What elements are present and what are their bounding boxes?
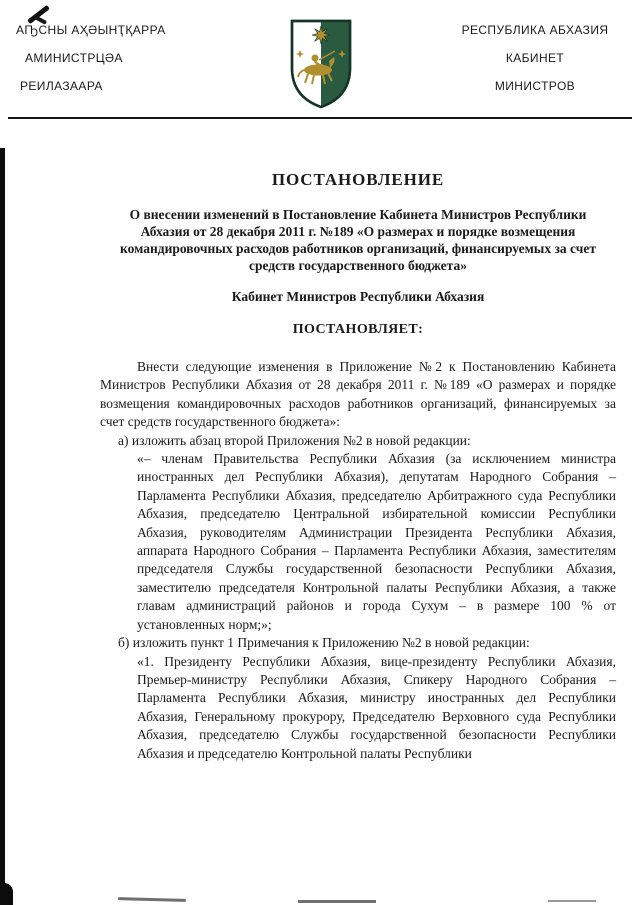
scan-artifact-bottom-smudge [298, 900, 376, 903]
issuing-body: Кабинет Министров Республики Абхазия [231, 289, 485, 304]
document-body [100, 150, 616, 763]
item-b-label: б) изложить пункт 1 Примечания к Приложению №2 в новой редакции: [118, 635, 530, 651]
resolution-word: ПОСТАНОВЛЯЕТ: [292, 322, 424, 337]
scan-artifact-bottom-smudge [118, 897, 186, 902]
scan-artifact-bottom-left [0, 883, 13, 905]
letterhead-abkhaz-line-2: АМИНИСТРЦӘА [25, 51, 123, 65]
big-star-icon [312, 26, 330, 44]
letterhead-abkhaz-line-3: РЕИЛАЗААРА [20, 79, 103, 93]
letterhead-russian-line-1: РЕСПУБЛИКА АБХАЗИЯ [461, 23, 609, 37]
scan-artifact-bottom-smudge [548, 900, 596, 902]
item-a-label: а) изложить абзац второй Приложения №2 в новой редакции: [118, 432, 471, 448]
letterhead-abkhaz-block [14, 18, 198, 108]
letterhead [14, 18, 626, 110]
letterhead-russian-line-3: МИНИСТРОВ [494, 79, 576, 93]
item-b-quote: «1. Президенту Республики Абхазия, вице-президенту Республики Абхазия, Премьер-министру Республики Абхазия, Спикеру Народного Собрания – Парламента Республики Абхазия, министру иностранных дел Республики Абхазия, Генеральному прокурору, Председателю Верховного суда Республики Абхазия, председателю Службы государственной безопасности Республики Абхазия и председателю Контрольной палаты Республики [137, 653, 616, 761]
header-divider [8, 117, 632, 119]
coat-of-arms-icon [286, 18, 356, 110]
letterhead-russian-block [444, 18, 626, 108]
scan-artifact-left-edge [0, 148, 5, 905]
letterhead-russian-line-2: КАБИНЕТ [505, 51, 565, 65]
document-subject: О внесении изменений в Постановление Кабинета Министров Республики Абхазия от 28 декабря 2011 г. №189 «О размерах и порядке возмещения командировочных расходов работников организаций, финансируемых за счет средств государственного бюджета» [120, 207, 596, 273]
letterhead-abkhaz-line-1: АҦСНЫ АҲӘЫНҬҚАРРА [16, 23, 166, 37]
document-title: ПОСТАНОВЛЕНИЕ [271, 170, 445, 189]
intro-paragraph: Внести следующие изменения в Приложение №2 к Постановлению Кабинета Министров Республики Абхазия от 28 декабря 2011 г. №189 «О размерах и порядке возмещения командировочных расходов работников организаций, финансируемых за счет средств государственного бюджета»: [100, 359, 616, 430]
item-a-quote: «– членам Правительства Республики Абхазия (за исключением министра иностранных дел Республики Абхазия), депутатам Народного Собрания – Парламента Республики Абхазия, председателю Арбитражного суда Республики Абхазия, председателю Центральной избирательной комиссии Республики Абхазия, руководителям Администрации Президента Республики Абхазия, аппарата Народного Собрания – Парламента Республики Абхазия, заместителям председателя Службы государственной безопасности Республики Абхазия, заместителю председателя Контрольной палаты Республики Абхазия, а также главам администраций районов и города Сухум – в размере 100 % от установленных норм;»; [137, 451, 616, 632]
